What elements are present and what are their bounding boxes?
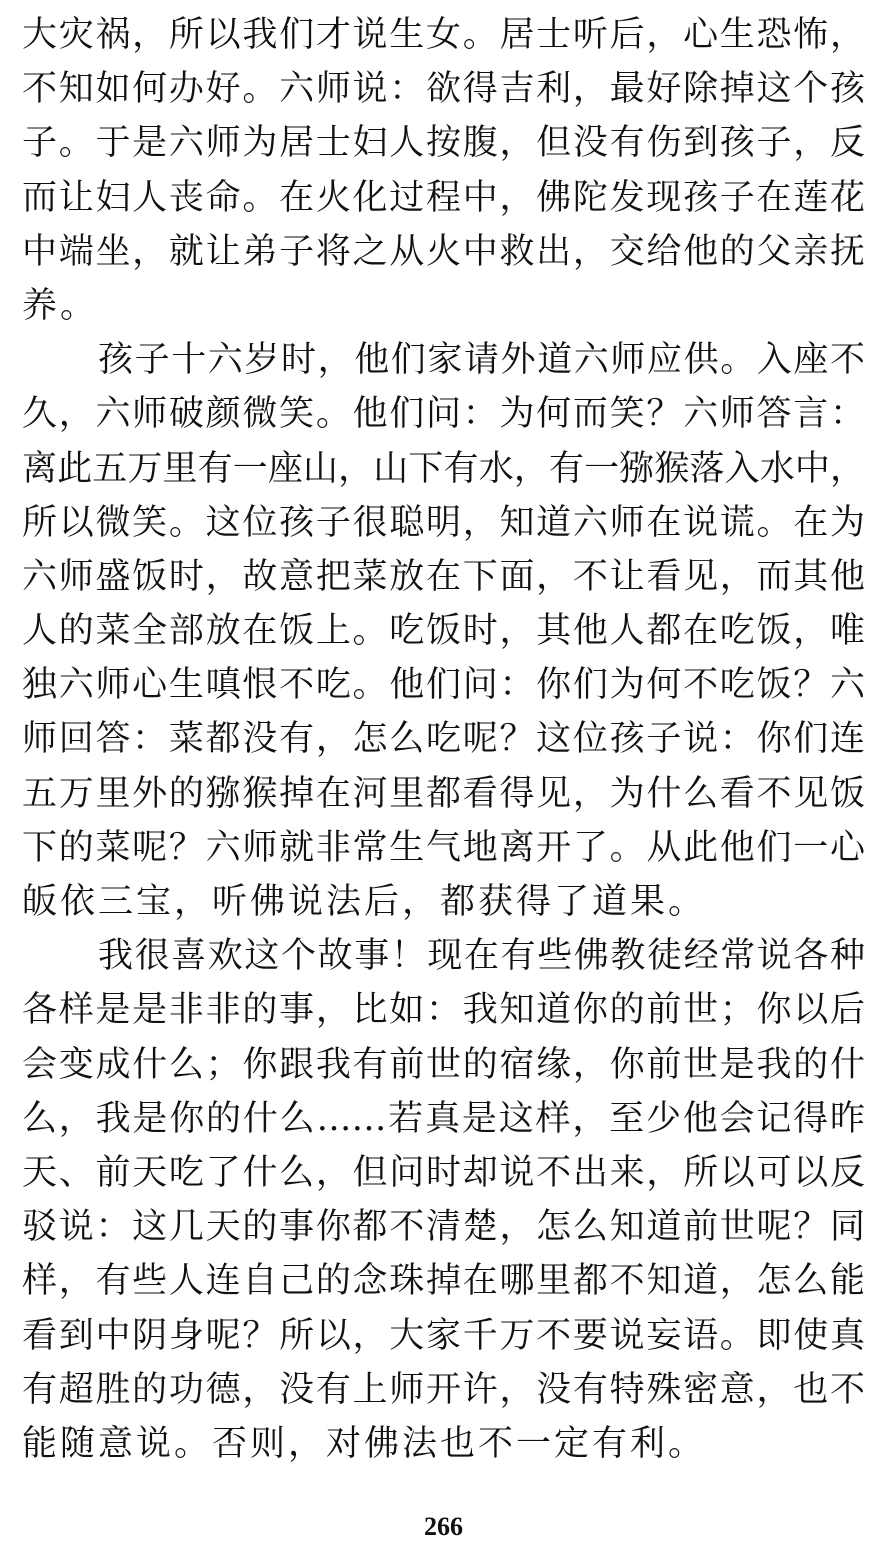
- text-line: 不知如何办好。六师说：欲得吉利，最好除掉这个孩: [22, 69, 865, 110]
- text-line: 所以微笑。这位孩子很聪明，知道六师在说谎。在为: [22, 502, 865, 543]
- page-number: 266: [424, 1512, 463, 1541]
- text-line: 五万里外的猕猴掉在河里都看得见，为什么看不见饭: [22, 773, 865, 814]
- text-line: 天、前天吃了什么，但问时却说不出来，所以可以反: [22, 1152, 865, 1193]
- paragraph-end-line: 皈依三宝，听佛说法后，都获得了道果。: [22, 882, 707, 922]
- text-line: 么，我是你的什么……若真是这样，至少他会记得昨: [22, 1098, 865, 1139]
- paragraph-end-line: 养。: [22, 285, 99, 326]
- text-line: 样，有些人连自己的念珠掉在哪里都不知道，怎么能: [22, 1261, 865, 1302]
- text-line: 有超胜的功德，没有上师开许，没有特殊密意，也不: [22, 1369, 865, 1410]
- paragraph-end-line: 能随意说。否则，对佛法也不一定有利。: [22, 1423, 707, 1464]
- text-line: 各样是是非非的事，比如：我知道你的前世；你以后: [22, 990, 865, 1031]
- text-line: 六师盛饭时，故意把菜放在下面，不让看见，而其他: [22, 556, 865, 597]
- paragraph-first-line: 我很喜欢这个故事！现在有些佛教徒经常说各种: [98, 936, 865, 977]
- text-line: 驳说：这几天的事你都不清楚，怎么知道前世呢？同: [22, 1207, 865, 1248]
- text-line: 离此五万里有一座山，山下有水，有一猕猴落入水中，: [22, 448, 865, 489]
- text-line: 会变成什么；你跟我有前世的宿缘，你前世是我的什: [22, 1044, 865, 1085]
- text-line: 师回答：菜都没有，怎么吃呢？这位孩子说：你们连: [22, 719, 865, 760]
- text-line: 子。于是六师为居士妇人按腹，但没有伤到孩子，反: [22, 123, 865, 164]
- body-text: [22, 8, 865, 1471]
- text-line: 人的菜全部放在饭上。吃饭时，其他人都在吃饭，唯: [22, 611, 865, 652]
- text-line: 大灾祸，所以我们才说生女。居士听后，心生恐怖，: [22, 15, 865, 55]
- text-line: 看到中阴身呢？所以，大家千万不要说妄语。即使真: [22, 1315, 865, 1356]
- text-line: 久，六师破颜微笑。他们问：为何而笑？六师答言：: [22, 394, 865, 435]
- text-line: 下的菜呢？六师就非常生气地离开了。从此他们一心: [22, 827, 865, 868]
- text-line: 中端坐，就让弟子将之从火中救出，交给他的父亲抚: [22, 231, 865, 272]
- text-line: 而让妇人丧命。在火化过程中，佛陀发现孩子在莲花: [22, 177, 865, 218]
- text-line: 独六师心生嗔恨不吃。他们问：你们为何不吃饭？六: [22, 665, 865, 706]
- paragraph-first-line: 孩子十六岁时，他们家请外道六师应供。入座不: [98, 340, 865, 381]
